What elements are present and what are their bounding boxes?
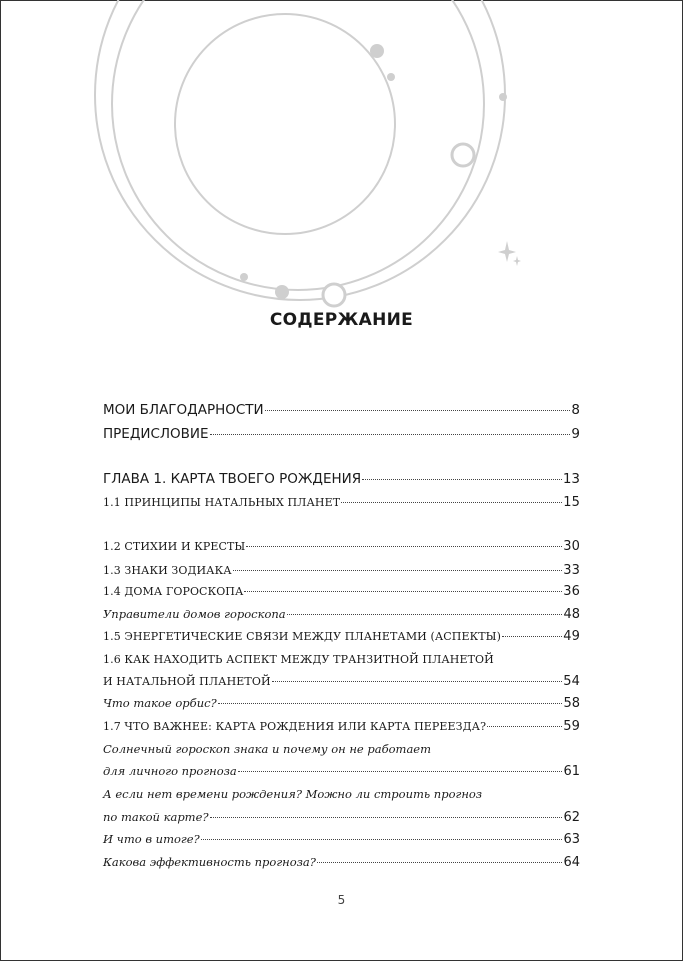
celestial-orbits-ornament [0, 0, 683, 320]
planet-dot-2 [387, 73, 395, 81]
toc-entry-sun-horoscope-line-1[interactable] [103, 742, 580, 756]
toc-entry-chapter-1[interactable] [103, 471, 580, 487]
toc-entry-title: А если нет времени рождения? Можно ли строить прогноз [103, 787, 483, 801]
leader-dots [244, 591, 562, 592]
toc-entry-title: по такой карте? [103, 810, 209, 824]
toc-entry-1-4[interactable] [103, 584, 580, 599]
toc-entry-title: для личного прогноза [103, 764, 237, 778]
planet-ring-2 [323, 284, 345, 306]
toc-entry-title: ГЛАВА 1. КАРТА ТВОЕГО РОЖДЕНИЯ [103, 471, 362, 487]
toc-entry-title: И что в итоге? [103, 832, 200, 846]
toc-entry-1-2[interactable] [103, 539, 580, 554]
toc-entry-page: 49 [563, 629, 580, 644]
toc-entry-title: 1.5 ЭНЕРГЕТИЧЕСКИЕ СВЯЗИ МЕЖДУ ПЛАНЕТАМИ (АСПЕКТЫ) [103, 630, 501, 643]
toc-entry-page: 54 [563, 674, 580, 689]
leader-dots [502, 636, 562, 637]
toc-entry-page: 15 [563, 495, 580, 510]
toc-entry-title: И НАТАЛЬНОЙ ПЛАНЕТОЙ [103, 675, 271, 688]
leader-dots [287, 614, 563, 615]
toc-entry-1-1[interactable] [103, 495, 580, 510]
toc-entry-title: 1.2 СТИХИИ И КРЕСТЫ [103, 540, 246, 553]
toc-entry-1-6-line-1[interactable] [103, 653, 580, 666]
toc-entry-page: 9 [571, 426, 580, 442]
leader-dots [317, 862, 563, 863]
toc-entry-title: Управители домов гороскопа [103, 607, 286, 621]
toc-entry-no-birth-time-line-2[interactable] [103, 810, 580, 825]
inner-orbit [175, 14, 395, 234]
toc-entry-title: МОИ БЛАГОДАРНОСТИ [103, 402, 264, 418]
page-number: 5 [337, 893, 346, 907]
leader-dots [210, 434, 571, 435]
toc-entry-1-5[interactable] [103, 629, 580, 644]
toc-entry-title: Солнечный гороскоп знака и почему он не работает [103, 742, 432, 756]
sparkle-icon [498, 241, 521, 266]
toc-entry-title: Какова эффективность прогноза? [103, 855, 316, 869]
toc-entry-1-3[interactable] [103, 563, 580, 578]
planet-dot-1 [370, 44, 384, 58]
toc-entry-title: Что такое орбис? [103, 696, 217, 710]
toc-entry-forecast-efficiency[interactable] [103, 855, 580, 870]
leader-dots [210, 817, 563, 818]
toc-entry-title: ПРЕДИСЛОВИЕ [103, 426, 209, 442]
planet-dot-4 [240, 273, 248, 281]
toc-entry-summary[interactable] [103, 832, 580, 847]
leader-dots [272, 681, 563, 682]
toc-entry-page: 64 [563, 855, 580, 870]
toc-entry-title: 1.7 ЧТО ВАЖНЕЕ: КАРТА РОЖДЕНИЯ ИЛИ КАРТА ПЕРЕЕЗДА? [103, 720, 487, 733]
toc-entry-orbis[interactable] [103, 696, 580, 711]
leader-dots [201, 839, 563, 840]
toc-entry-page: 8 [571, 402, 580, 418]
middle-orbit [112, 0, 484, 290]
toc-entry-1-7[interactable] [103, 719, 580, 734]
leader-dots [238, 771, 563, 772]
toc-entry-page: 62 [563, 810, 580, 825]
planet-dot-5 [275, 285, 289, 299]
toc-entry-page: 63 [563, 832, 580, 847]
toc-entry-page: 36 [563, 584, 580, 599]
leader-dots [218, 703, 563, 704]
toc-entry-no-birth-time-line-1[interactable] [103, 787, 580, 801]
toc-entry-page: 13 [562, 471, 580, 487]
toc-entry-house-rulers[interactable] [103, 607, 580, 622]
toc-entry-title: 1.1 ПРИНЦИПЫ НАТАЛЬНЫХ ПЛАНЕТ [103, 496, 341, 509]
toc-entry-page: 61 [563, 764, 580, 779]
leader-dots [246, 546, 562, 547]
page-title: СОДЕРЖАНИЕ [269, 310, 414, 330]
toc-entry-page: 48 [563, 607, 580, 622]
planet-ring-1 [452, 144, 474, 166]
toc-entry-1-6-line-2[interactable] [103, 674, 580, 689]
toc-entry-title: 1.3 ЗНАКИ ЗОДИАКА [103, 564, 232, 577]
outer-orbit [95, 0, 505, 300]
leader-dots [265, 410, 571, 411]
toc-entry-page: 59 [563, 719, 580, 734]
leader-dots [341, 502, 562, 503]
toc-entry-title: 1.6 КАК НАХОДИТЬ АСПЕКТ МЕЖДУ ТРАНЗИТНОЙ ПЛАНЕТОЙ [103, 653, 494, 666]
toc-entry-page: 58 [563, 696, 580, 711]
toc-entry-page: 30 [563, 539, 580, 554]
toc-entry-page: 33 [563, 563, 580, 578]
planet-dot-3 [499, 93, 507, 101]
leader-dots [362, 479, 562, 480]
toc-entry-acknowledgements[interactable] [103, 402, 580, 418]
toc-entry-preface[interactable] [103, 426, 580, 442]
toc-entry-title: 1.4 ДОМА ГОРОСКОПА [103, 585, 244, 598]
leader-dots [233, 570, 563, 571]
toc-entry-sun-horoscope-line-2[interactable] [103, 764, 580, 779]
leader-dots [487, 726, 562, 727]
